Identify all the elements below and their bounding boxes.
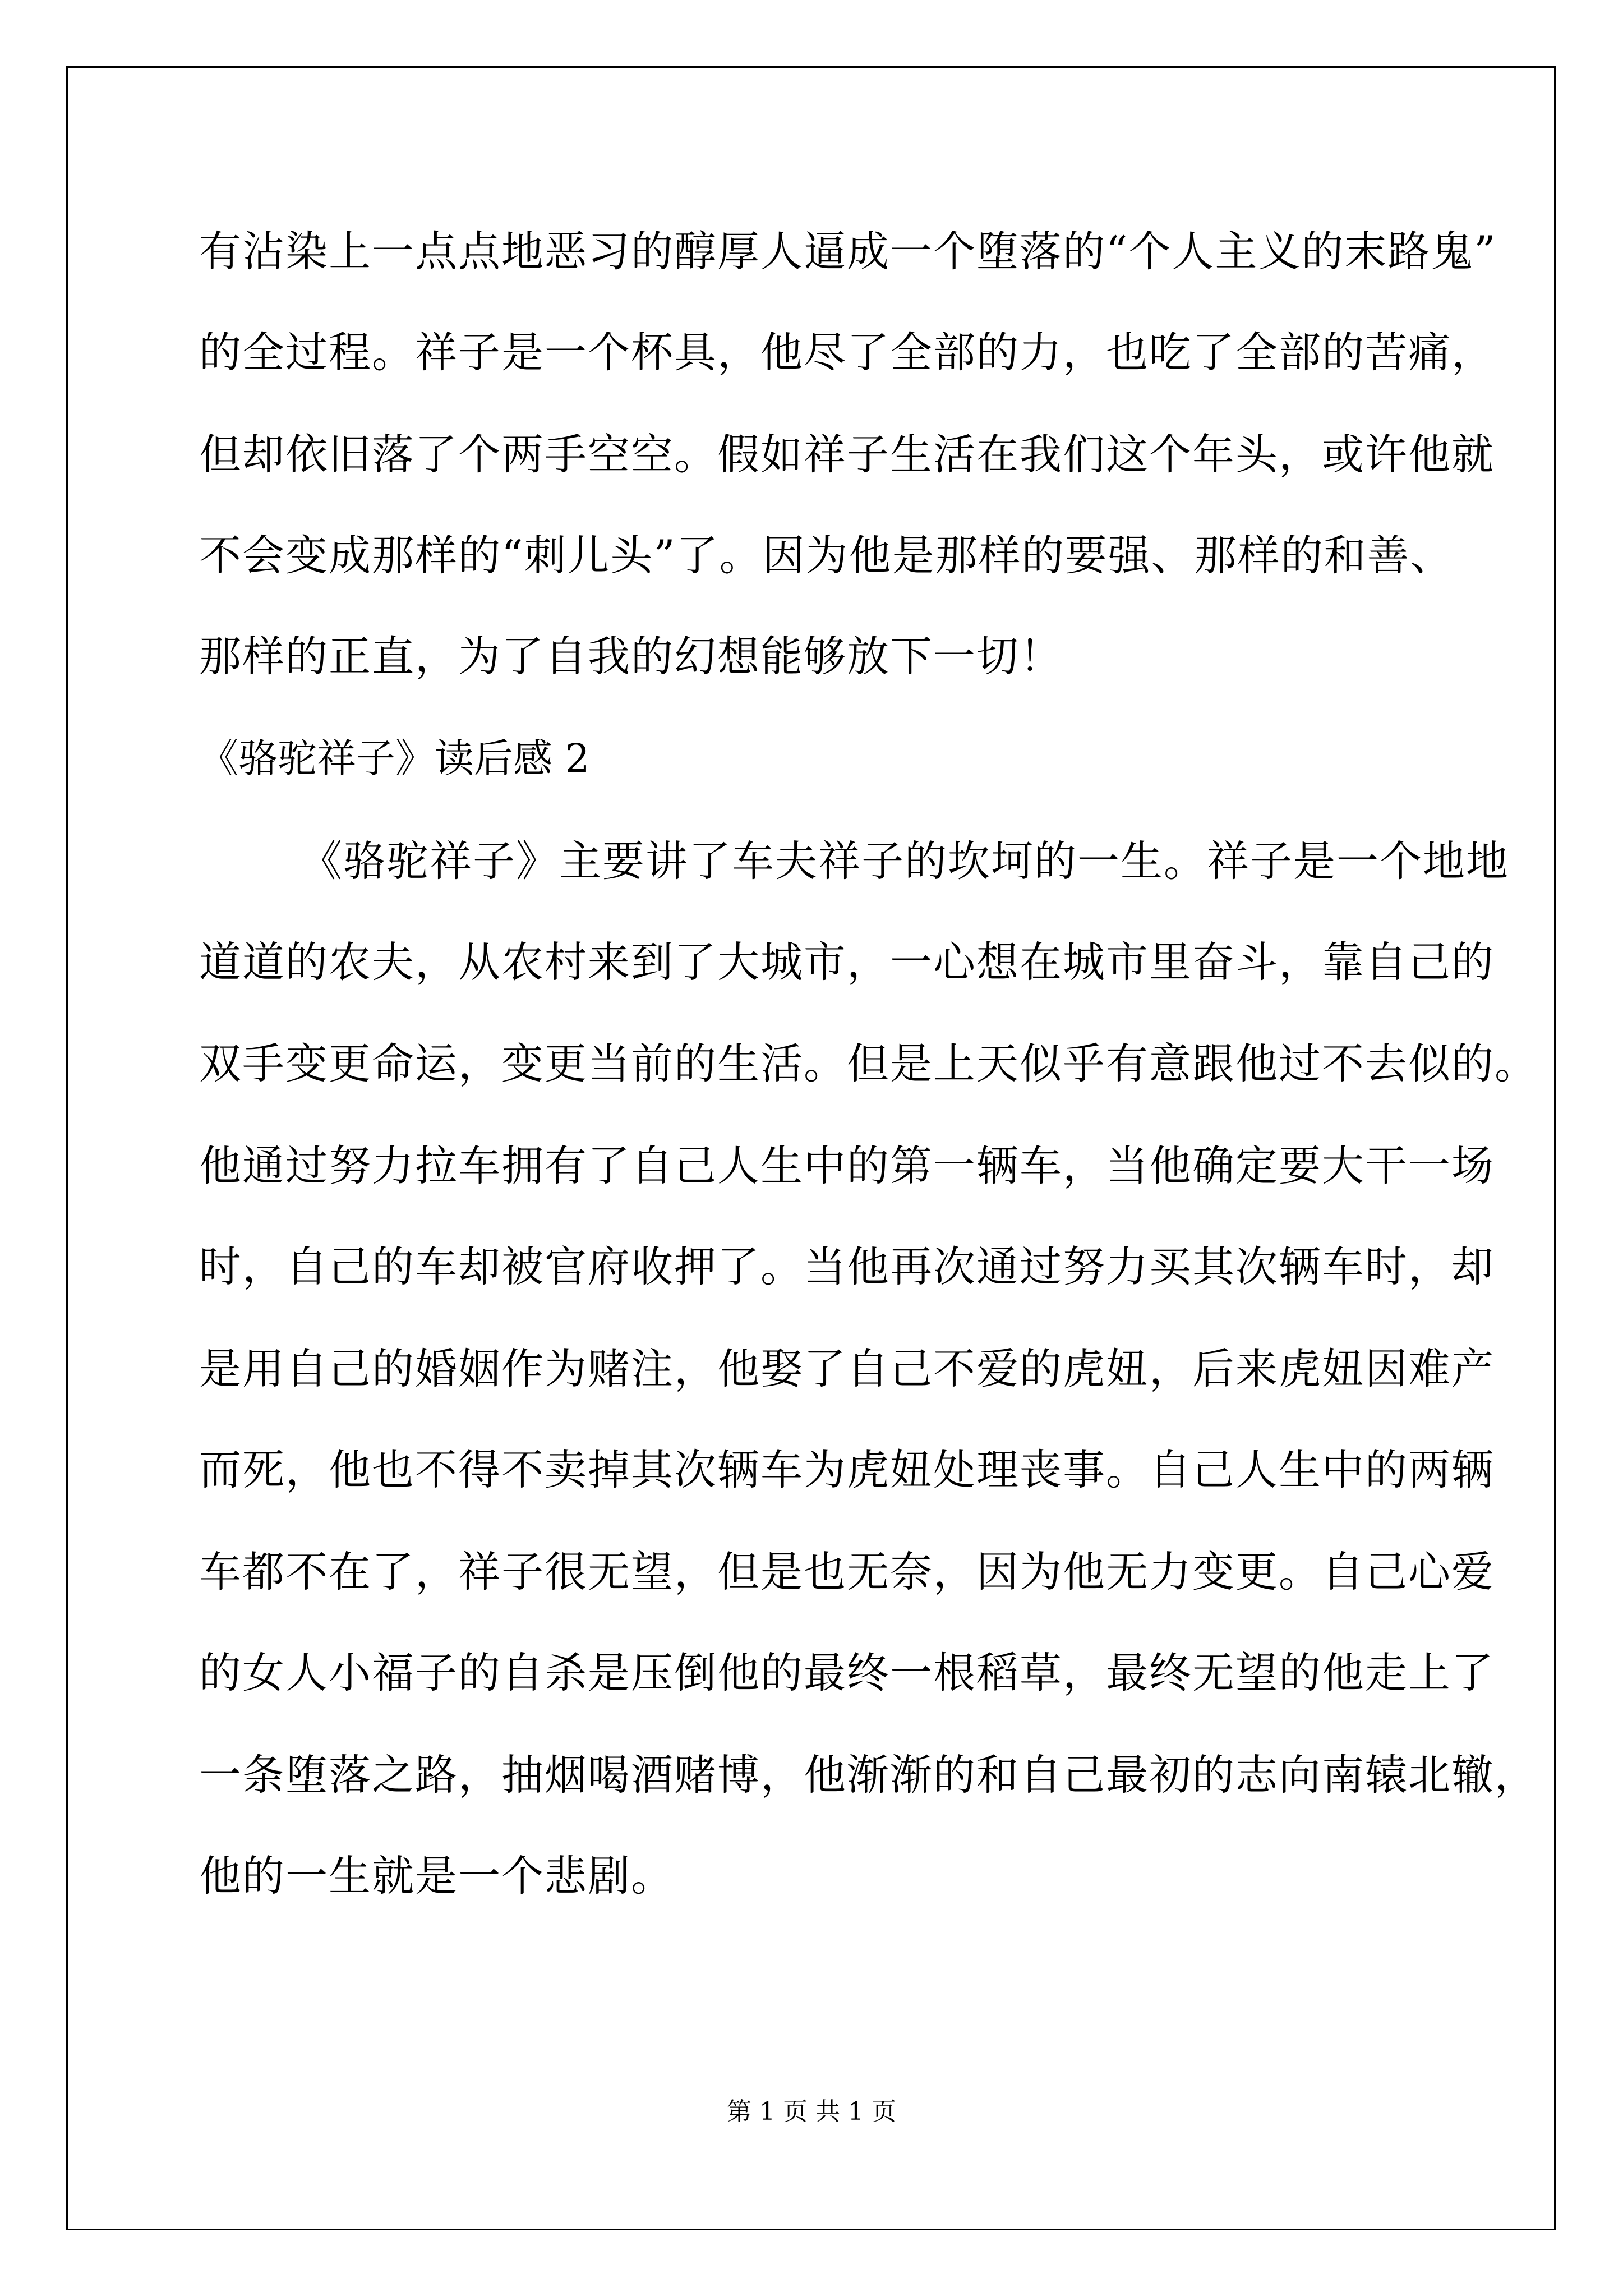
page-footer: 第 1 页 共 1 页 <box>727 2097 896 2126</box>
paragraph-line: 车都不在了，祥子很无望，但是也无奈，因为他无力变更。自己心爱 <box>199 1547 1495 1596</box>
paragraph-line: 双手变更命运，变更当前的生活。但是上天似乎有意跟他过不去似的。 <box>199 1039 1538 1088</box>
paragraph-line: 一条堕落之路，抽烟喝酒赌博，他渐渐的和自己最初的志向南辕北辙， <box>199 1750 1538 1800</box>
paragraph-line: 时，自己的车却被官府收押了。当他再次通过努力买其次辆车时，却 <box>199 1242 1495 1291</box>
paragraph-line: 不会变成那样的“刺儿头”了。因为他是那样的要强、那样的和善、 <box>199 531 1454 580</box>
paragraph-line: 的女人小福子的自杀是压倒他的最终一根稻草，最终无望的他走上了 <box>199 1648 1495 1697</box>
paragraph-line: 但却依旧落了个两手空空。假如祥子生活在我们这个年头，或许他就 <box>199 430 1495 479</box>
paragraph-line: 有沾染上一点点地恶习的醇厚人逼成一个堕落的“个人主义的末路鬼” <box>199 227 1497 276</box>
paragraph-line: 的全过程。祥子是一个杯具，他尽了全部的力，也吃了全部的苦痛， <box>199 328 1495 377</box>
paragraph-line: 而死，他也不得不卖掉其次辆车为虎妞处理丧事。自己人生中的两辆 <box>199 1445 1495 1494</box>
paragraph-line: 是用自己的婚姻作为赌注，他娶了自己不爱的虎妞，后来虎妞因难产 <box>199 1344 1495 1393</box>
section-heading: 《骆驼祥子》读后感 2 <box>199 735 590 781</box>
paragraph-line: 他的一生就是一个悲剧。 <box>199 1851 675 1901</box>
paragraph-line: 道道的农夫，从农村来到了大城市，一心想在城市里奋斗，靠自己的 <box>199 937 1495 987</box>
paragraph-line: 那样的正直，为了自我的幻想能够放下一切！ <box>199 632 1063 681</box>
paragraph-line: 《骆驼祥子》主要讲了车夫祥子的坎坷的一生。祥子是一个地地 <box>300 836 1510 886</box>
paragraph-line: 他通过努力拉车拥有了自己人生中的第一辆车，当他确定要大干一场 <box>199 1141 1495 1190</box>
